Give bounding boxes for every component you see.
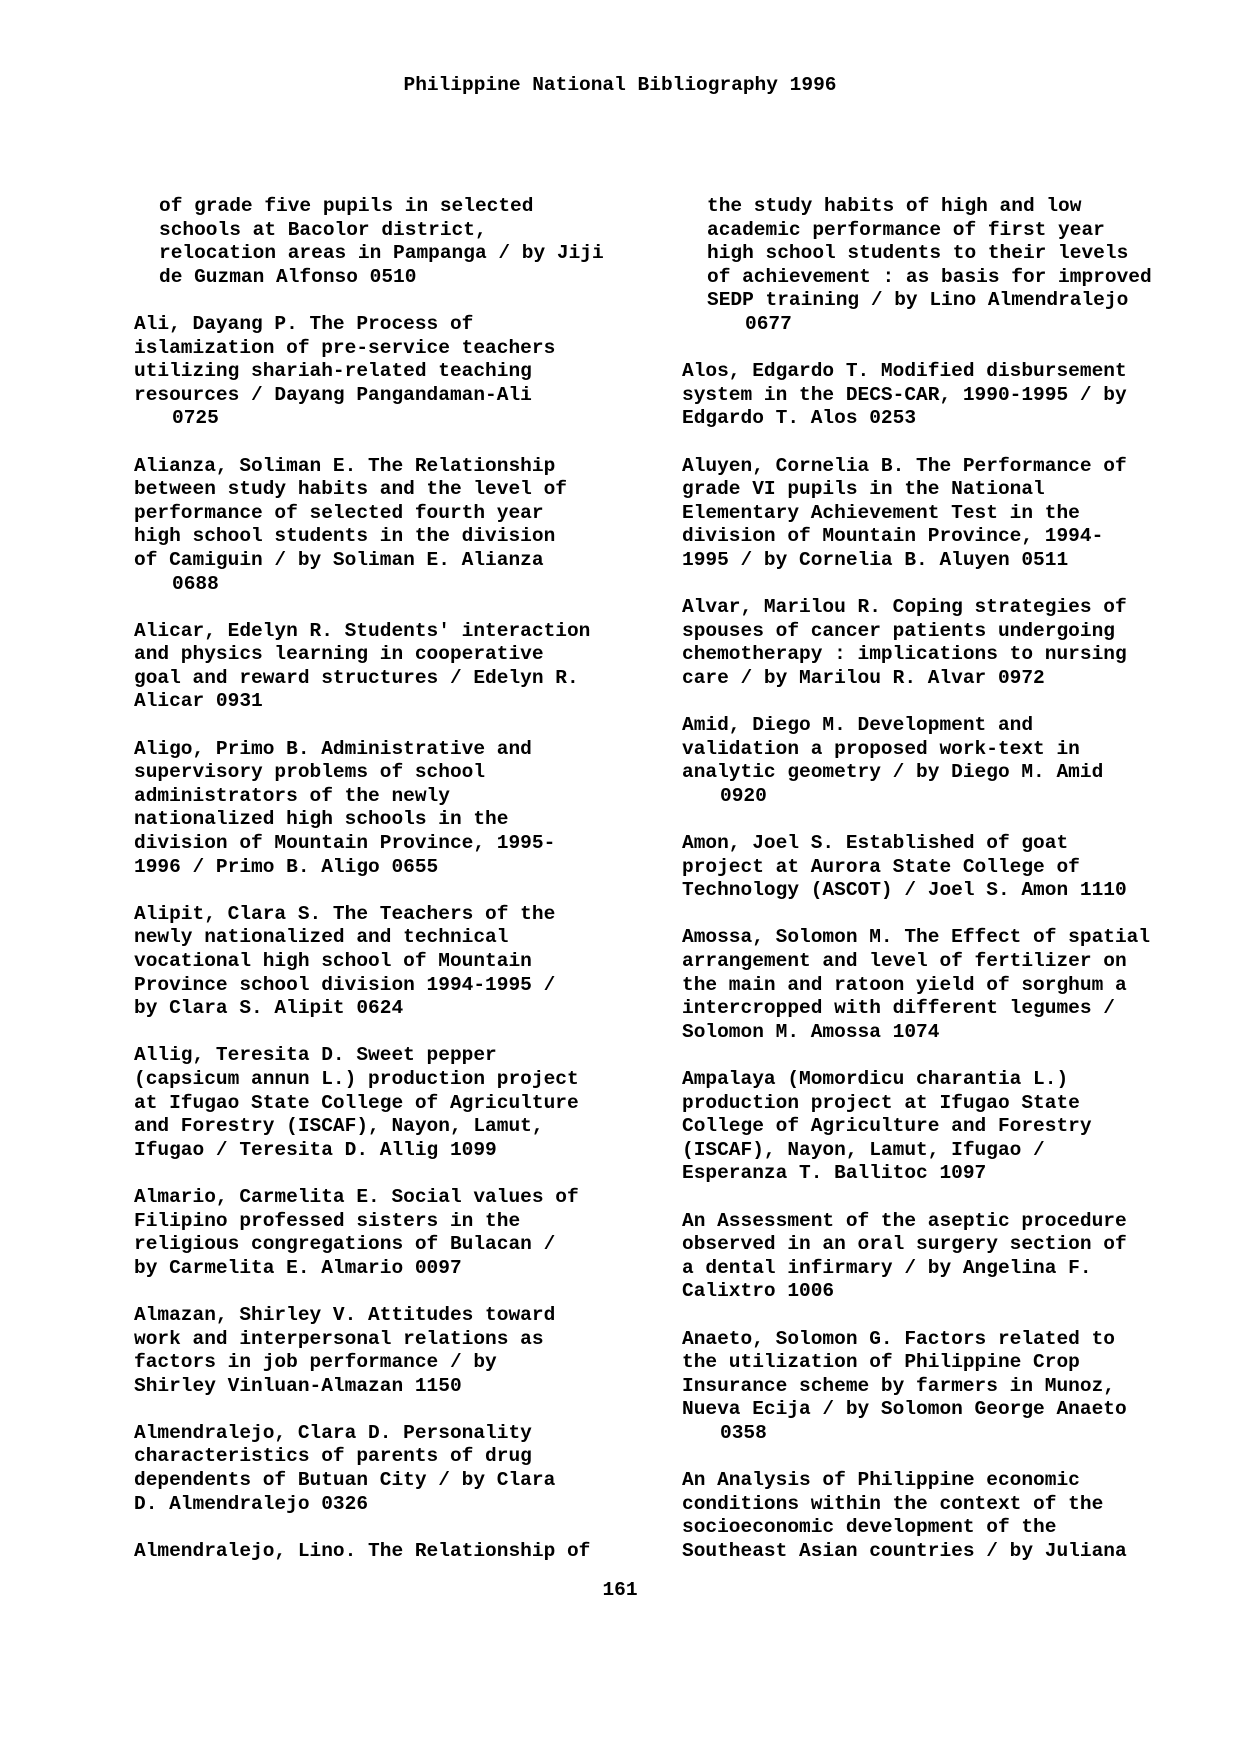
entry-line: of grade five pupils in selected	[159, 195, 534, 217]
entry-line: vocational high school of Mountain	[134, 950, 532, 972]
entry-line: of Camiguin / by Soliman E. Alianza	[134, 548, 544, 571]
entry-line: resources / Dayang Pangandaman-Ali	[134, 383, 532, 406]
entry-line: by Carmelita E. Almario 0097	[134, 1256, 462, 1279]
entry-line: the study habits of high and low	[707, 195, 1082, 217]
entry-line: Elementary Achievement Test in the	[682, 501, 1080, 524]
entry-line: project at Aurora State College of	[682, 855, 1080, 878]
entry-line: Calixtro 1006	[682, 1280, 835, 1303]
entry-line: care / by Marilou R. Alvar 0972	[682, 666, 1045, 689]
entry-line: College of Agriculture and Forestry	[682, 1115, 1092, 1138]
entry-line: intercropped with different legumes /	[682, 997, 1115, 1020]
entry-line: and physics learning in cooperative	[134, 643, 544, 666]
entry-line: Almario, Carmelita E. Social values of	[134, 1185, 579, 1208]
entry-line: and Forestry (ISCAF), Nayon, Lamut,	[134, 1115, 544, 1138]
entry-line: grade VI pupils in the National	[682, 478, 1045, 501]
bibliography-entry	[682, 1469, 1192, 1563]
entry-line: goal and reward structures / Edelyn R.	[134, 666, 579, 689]
entry-line: 1995 / by Cornelia B. Aluyen 0511	[682, 548, 1069, 571]
bibliography-entry	[134, 620, 634, 714]
entry-line: Province school division 1994-1995 /	[134, 973, 556, 996]
entry-line: work and interpersonal relations as	[134, 1327, 544, 1350]
bibliography-entry-continued	[682, 195, 1192, 337]
entry-line: nationalized high schools in the	[134, 808, 509, 831]
entry-line: conditions within the context of the	[682, 1492, 1104, 1515]
entry-line: utilizing shariah-related teaching	[134, 360, 532, 383]
entry-line: islamization of pre-service teachers	[134, 336, 556, 359]
bibliography-entry	[134, 1422, 634, 1516]
entry-line: factors in job performance / by	[134, 1351, 497, 1374]
entry-line: SEDP training / by Lino Almendralejo	[707, 289, 1129, 312]
entry-line: division of Mountain Province, 1994-	[682, 525, 1104, 548]
entry-line: Ampalaya (Momordicu charantia L.)	[682, 1067, 1069, 1090]
entry-line: Ifugao / Teresita D. Allig 1099	[134, 1138, 497, 1161]
bibliography-entry	[682, 926, 1192, 1044]
entry-line: Filipino professed sisters in the	[134, 1209, 521, 1232]
bibliography-entry	[134, 1044, 634, 1162]
entry-line: division of Mountain Province, 1995-	[134, 832, 556, 855]
entry-accession-number: 0677	[745, 312, 792, 335]
bibliography-entry	[682, 1068, 1192, 1186]
entry-line: at Ifugao State College of Agriculture	[134, 1091, 579, 1114]
left-column	[134, 195, 634, 1587]
entry-line: Esperanza T. Ballitoc 1097	[682, 1162, 987, 1185]
entry-accession-number: 0358	[720, 1421, 767, 1444]
entry-line: An Assessment of the aseptic procedure	[682, 1209, 1127, 1232]
entry-line: Aluyen, Cornelia B. The Performance of	[682, 454, 1127, 477]
entry-line: validation a proposed work-text in	[682, 737, 1080, 760]
bibliography-entry	[134, 1540, 634, 1564]
bibliography-entry	[682, 360, 1192, 431]
entry-line: analytic geometry / by Diego M. Amid	[682, 761, 1104, 784]
entry-line: Edgardo T. Alos 0253	[682, 407, 917, 430]
entry-line: of achievement : as basis for improved	[707, 265, 1152, 288]
entry-line: (ISCAF), Nayon, Lamut, Ifugao /	[682, 1138, 1045, 1161]
entry-line: chemotherapy : implications to nursing	[682, 643, 1127, 666]
entry-line: (capsicum annun L.) production project	[134, 1067, 579, 1090]
entry-line: relocation areas in Pampanga / by Jiji	[159, 242, 604, 265]
entry-line: a dental infirmary / by Angelina F.	[682, 1256, 1092, 1279]
entry-line: the main and ratoon yield of sorghum a	[682, 973, 1127, 996]
entry-line: performance of selected fourth year	[134, 501, 544, 524]
entry-line: Alos, Edgardo T. Modified disbursement	[682, 360, 1127, 383]
entry-line: Almazan, Shirley V. Attitudes toward	[134, 1303, 556, 1326]
entry-line: D. Almendralejo 0326	[134, 1492, 369, 1515]
entry-line: academic performance of first year	[707, 218, 1105, 241]
entry-line: Shirley Vinluan-Almazan 1150	[134, 1374, 462, 1397]
bibliography-entry	[682, 596, 1192, 690]
bibliography-entry	[134, 455, 634, 597]
entry-line: by Clara S. Alipit 0624	[134, 997, 404, 1020]
entry-line: arrangement and level of fertilizer on	[682, 950, 1127, 972]
entry-line: Alvar, Marilou R. Coping strategies of	[682, 596, 1127, 619]
entry-line: Amossa, Solomon M. The Effect of spatial	[682, 926, 1151, 949]
entry-accession-number: 0688	[172, 572, 219, 595]
entry-line: Technology (ASCOT) / Joel S. Amon 1110	[682, 879, 1127, 902]
entry-line: Nueva Ecija / by Solomon George Anaeto	[682, 1398, 1127, 1421]
bibliography-entry	[134, 738, 634, 880]
entry-line: high school students in the division	[134, 525, 556, 548]
entry-line: administrators of the newly	[134, 784, 450, 807]
bibliography-entry	[134, 1186, 634, 1280]
entry-line: Aligo, Primo B. Administrative and	[134, 737, 532, 760]
entry-accession-number: 0920	[720, 784, 767, 807]
entry-line: Almendralejo, Clara D. Personality	[134, 1421, 532, 1444]
entry-line: Insurance scheme by farmers in Munoz,	[682, 1374, 1115, 1397]
entry-line: Anaeto, Solomon G. Factors related to	[682, 1327, 1115, 1350]
entry-line: Alicar, Edelyn R. Students' interaction	[134, 619, 591, 642]
entry-line: An Analysis of Philippine economic	[682, 1469, 1080, 1492]
entry-line: Alianza, Soliman E. The Relationship	[134, 454, 556, 477]
entry-line: characteristics of parents of drug	[134, 1445, 532, 1468]
entry-line: dependents of Butuan City / by Clara	[134, 1469, 556, 1492]
bibliography-entry	[134, 313, 634, 431]
bibliography-entry	[682, 832, 1192, 903]
entry-line: schools at Bacolor district,	[159, 218, 487, 241]
entry-line: religious congregations of Bulacan /	[134, 1233, 556, 1256]
bibliography-entry	[134, 1304, 634, 1398]
entry-line: Amid, Diego M. Development and	[682, 714, 1034, 737]
bibliography-entry	[682, 1210, 1192, 1304]
entry-line: Almendralejo, Lino. The Relationship of	[134, 1539, 591, 1562]
bibliography-entry	[682, 1328, 1192, 1446]
entry-line: 1996 / Primo B. Aligo 0655	[134, 855, 439, 878]
entry-line: socioeconomic development of the	[682, 1516, 1057, 1539]
entry-line: Solomon M. Amossa 1074	[682, 1020, 940, 1043]
entry-accession-number: 0725	[172, 407, 219, 430]
entry-line: the utilization of Philippine Crop	[682, 1351, 1080, 1374]
entry-line: spouses of cancer patients undergoing	[682, 619, 1115, 642]
entry-line: Amon, Joel S. Established of goat	[682, 832, 1069, 855]
entry-line: Alicar 0931	[134, 690, 263, 713]
bibliography-entry-continued	[134, 195, 634, 289]
right-column	[682, 195, 1192, 1587]
entry-line: production project at Ifugao State	[682, 1091, 1080, 1114]
entry-line: system in the DECS-CAR, 1990-1995 / by	[682, 383, 1127, 406]
entry-line: Ali, Dayang P. The Process of	[134, 312, 474, 335]
entry-line: newly nationalized and technical	[134, 926, 509, 949]
entry-line: high school students to their levels	[707, 242, 1129, 265]
bibliography-entry	[682, 714, 1192, 808]
entry-line: Southeast Asian countries / by Juliana	[682, 1539, 1127, 1562]
running-header: Philippine National Bibliography 1996	[403, 74, 837, 96]
entry-line: Alipit, Clara S. The Teachers of the	[134, 902, 556, 925]
entry-line: between study habits and the level of	[134, 478, 567, 501]
bibliography-entry	[682, 455, 1192, 573]
entry-line: observed in an oral surgery section of	[682, 1233, 1127, 1256]
page-number: 161	[602, 1579, 638, 1601]
bibliography-entry	[134, 903, 634, 1021]
entry-line: de Guzman Alfonso 0510	[159, 265, 417, 288]
entry-line: supervisory problems of school	[134, 761, 486, 784]
entry-line: Allig, Teresita D. Sweet pepper	[134, 1044, 497, 1067]
